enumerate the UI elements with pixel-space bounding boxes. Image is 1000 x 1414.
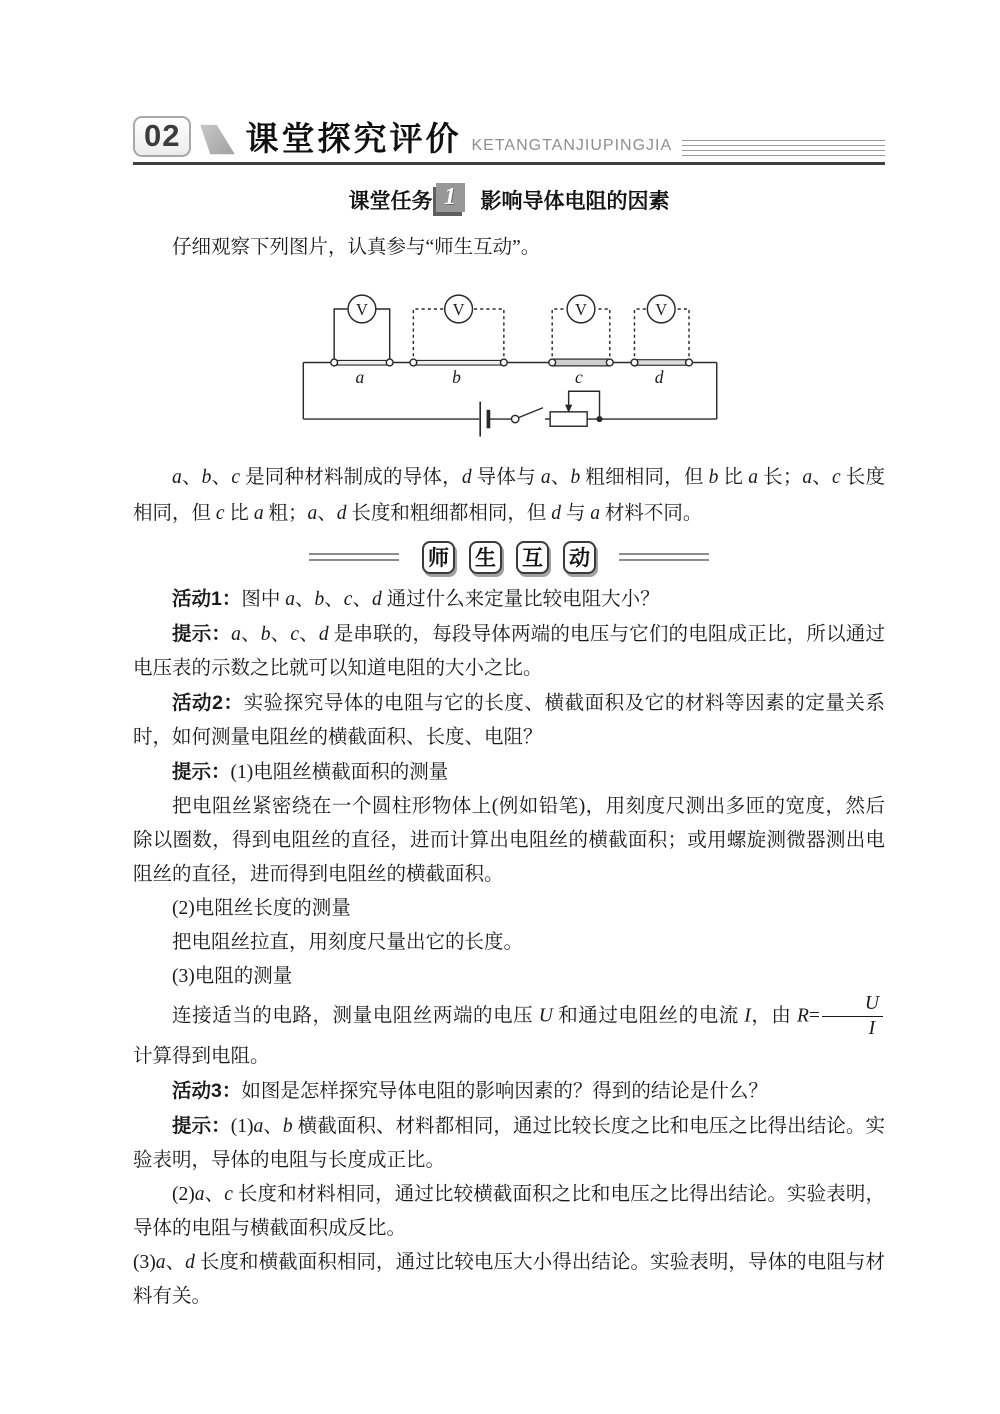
activity-3	[133, 1074, 885, 1109]
activity-3-question: 如图是怎样探究导体电阻的影响因素的？得到的结论是什么？	[241, 1080, 768, 1102]
conductor-b	[413, 361, 504, 366]
banner-char: 动	[563, 541, 596, 574]
conductor-c-label: c	[575, 367, 583, 388]
activity-1-label: 活动1：	[172, 587, 242, 610]
hint-2-label: 提示：	[172, 760, 231, 783]
activity-2-label: 活动2：	[172, 691, 244, 714]
section-header	[133, 116, 885, 165]
intro-paragraph: 仔细观察下列图片，认真参与“师生互动”。	[172, 237, 541, 259]
voltmeter-b-leads	[413, 309, 444, 362]
voltmeter-b-leads	[473, 309, 504, 362]
terminal-dot	[549, 359, 556, 366]
teacher-student-interaction-banner	[133, 541, 885, 574]
hint-1-text: a、b、c、d 是串联的，每段导体两端的电压与它们的电阻成正比，所以通过电压表的示数之比就可以知道电阻的大小之比。	[133, 623, 885, 679]
activity-1-question: 图中 a、b、c、d 通过什么来定量比较电阻大小？	[241, 588, 660, 610]
conductor-b-label: b	[452, 367, 461, 388]
task-label: 课堂任务	[348, 190, 433, 214]
resistance-formula-text: 连接适当的电路，测量电阻丝两端的电压 U 和通过电阻丝的电流 I，由 R=	[172, 1005, 820, 1027]
switch-blade-icon	[519, 408, 543, 418]
hint-3-item1: (1)a、b 横截面积、材料都相同，通过比较长度之比和电压之比得出结论。实验表明，导体的电阻与长度成正比。	[133, 1115, 885, 1171]
hint-2-item2-title: (2)电阻丝长度的测量	[172, 897, 351, 919]
fraction-denominator: I	[868, 1018, 876, 1040]
terminal-dot	[386, 359, 393, 366]
activity-3-label: 活动3：	[172, 1079, 242, 1102]
terminal-dot	[331, 359, 338, 366]
voltmeter-label: V	[355, 300, 368, 320]
banner-rule-right	[619, 553, 709, 561]
terminal-dot	[410, 359, 417, 366]
voltmeter-label: V	[452, 300, 465, 320]
task-number-badge: 1	[436, 183, 465, 212]
hint-3-item3: (3)a、d 长度和横截面积相同，通过比较电压大小得出结论。实验表明，导体的电阻与材料有关。	[133, 1251, 885, 1307]
voltmeter-d-leads	[634, 309, 647, 362]
banner-char: 师	[422, 541, 455, 574]
hint-1-label: 提示：	[172, 622, 232, 645]
conductor-a	[334, 361, 390, 366]
voltmeter-c-leads	[552, 309, 566, 362]
task-title: 影响导体电阻的因素	[480, 190, 670, 214]
header-rule-lines	[682, 140, 885, 157]
voltmeter-a-leads	[334, 309, 348, 362]
hint-2-item1-body: 把电阻丝紧密绕在一个圆柱形物体上(例如铅笔)，用刻度尺测出多匝的宽度，然后除以圈数，得到电阻丝的直径，进而计算出电阻丝的横截面积；或用螺旋测微器测出电阻丝的直径，进而得到电阻丝的横截面积。	[133, 795, 885, 885]
conductors-description: a、b、c 是同种材料制成的导体，d 导体与 a、b 粗细相同，但 b 比 a 长；a、c 长度相同，但 c 比 a 粗；a、d 长度和粗细都相同，但 d 与 a 材料不同。	[133, 466, 885, 524]
voltmeter-d-leads	[676, 309, 689, 362]
terminal-dot	[631, 359, 638, 366]
terminal-dot	[686, 359, 693, 366]
section-title: 课堂探究评价	[245, 120, 462, 158]
page-content	[133, 116, 885, 1314]
voltmeter-c-leads	[595, 309, 609, 362]
activity-2-question: 实验探究导体的电阻与它的长度、横截面积及它的材料等因素的定量关系时，如何测量电阻丝的横截面积、长度、电阻？	[133, 692, 885, 748]
hint-3-label: 提示：	[172, 1114, 231, 1137]
voltmeter-label: V	[575, 300, 587, 320]
fraction-u-over-i	[822, 994, 883, 1040]
hint-2-item2-body: 把电阻丝拉直，用刻度尺量出它的长度。	[172, 931, 524, 953]
hint-1	[133, 617, 885, 686]
terminal-dot	[606, 359, 613, 366]
hint-2-item3-title: (3)电阻的测量	[172, 965, 293, 987]
conductor-a-label: a	[355, 367, 365, 388]
banner-rule-left	[309, 553, 399, 561]
junction-dot	[596, 416, 602, 422]
voltmeter-label: V	[655, 300, 668, 320]
wedge-decoration-icon	[199, 124, 235, 156]
voltmeter-a-leads	[375, 309, 389, 362]
banner-char: 生	[469, 541, 502, 574]
banner-char: 互	[516, 541, 549, 574]
terminal-dot	[500, 359, 507, 366]
hint-2	[133, 755, 885, 790]
conductor-d-label: d	[654, 367, 664, 388]
fraction-numerator: U	[822, 994, 883, 1017]
circuit-diagram-svg	[293, 273, 725, 448]
conductor-c	[552, 359, 610, 366]
hint-2-item1-title: (1)电阻丝横截面积的测量	[230, 761, 449, 783]
hint-3-item2: (2)a、c 长度和材料相同，通过比较横截面积之比和电压之比得出结论。实验表明，导体的电阻与横截面积成反比。	[133, 1183, 885, 1239]
hint-3	[133, 1109, 885, 1178]
hint-2-item3-body	[133, 994, 885, 1074]
activity-2	[133, 686, 885, 755]
resistance-formula-tail: 计算得到电阻。	[133, 1045, 270, 1067]
switch-pivot-icon	[511, 415, 518, 422]
rheostat-body-icon	[550, 412, 587, 426]
circuit-diagram	[293, 273, 725, 448]
conductor-d	[634, 360, 689, 366]
section-number-badge: 02	[133, 116, 191, 157]
activity-1	[133, 582, 885, 617]
section-title-pinyin: KETANGTANJIUPINGJIA	[471, 137, 673, 155]
task-heading	[133, 185, 885, 215]
